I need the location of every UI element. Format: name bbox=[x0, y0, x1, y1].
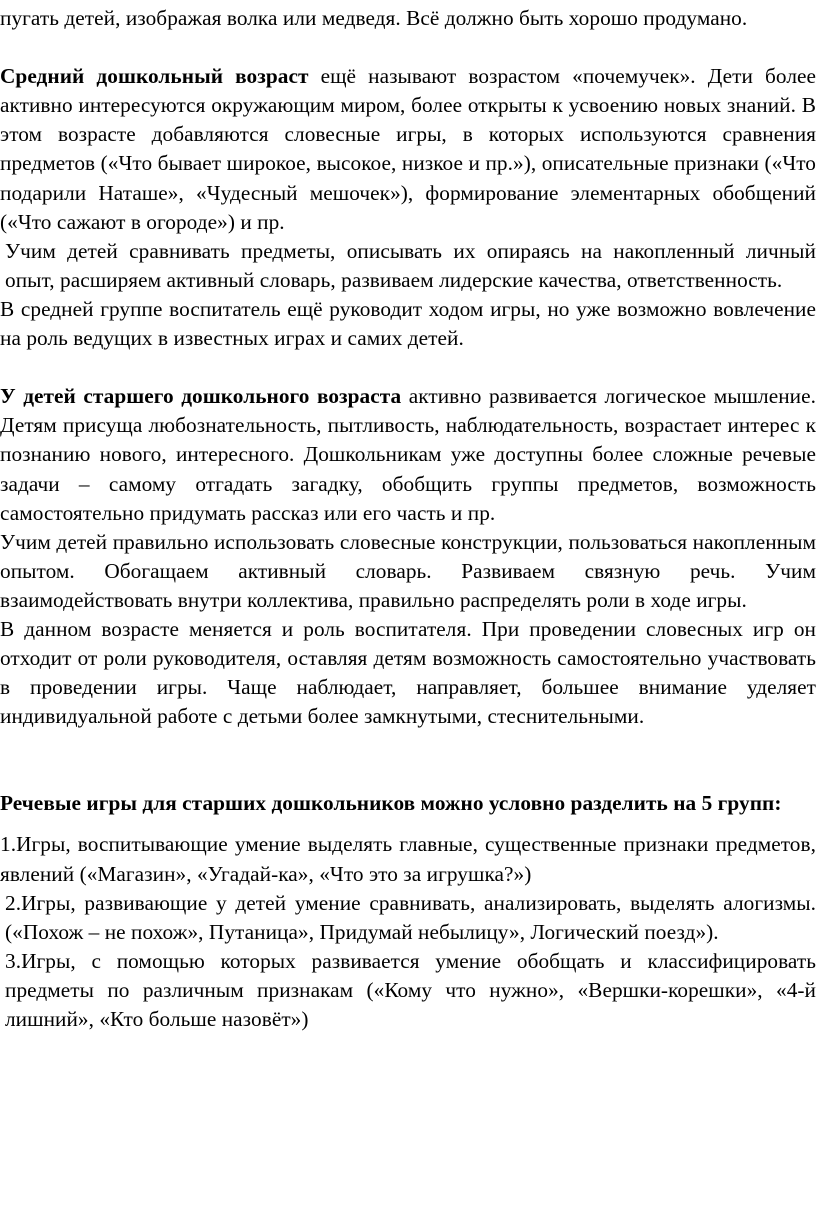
paragraph-senior-age bbox=[0, 382, 816, 527]
senior-age-text: активно развивается логическое мышление. Детям присуща любознательность, пытливость, наблюдательность, возрастает интерес к познанию нового, интересного. Дошкольникам уже доступны более сложные речевые задачи – самому отгадать загадку, обобщить группы предметов, возможность самостоятельно придумать рассказ или его часть и пр. bbox=[0, 384, 816, 525]
document-page bbox=[0, 4, 816, 1212]
spacer bbox=[0, 33, 816, 62]
spacer bbox=[0, 353, 816, 382]
list-item-2: 2.Игры, развивающие у детей умение сравнивать, анализировать, выделять алогизмы. («Похож – не похож», Путаница», Придумай небылицу», Логический поезд»). bbox=[5, 890, 816, 944]
middle-age-text: ещё называют возрастом «почемучек». Дети более активно интересуются окружающим миром, более открыты к усвоению новых знаний. В этом возрасте добавляются словесные игры, в которых используются сравнения предметов («Что бывает широкое, высокое, низкое и пр.»), описательные признаки («Что подарили Наташе», «Чудесный мешочек»), формирование элементарных обобщений («Что сажают в огороде») и пр. bbox=[0, 64, 816, 234]
paragraph-middle-group: В средней группе воспитатель ещё руководит ходом игры, но уже возможно вовлечение на роль ведущих в известных играх и самих детей. bbox=[0, 296, 816, 351]
spacer bbox=[0, 818, 816, 830]
spacer bbox=[0, 731, 816, 789]
middle-age-heading: Средний дошкольный возраст bbox=[0, 64, 309, 89]
section-heading bbox=[0, 789, 816, 818]
paragraph-teach-constructions: Учим детей правильно использовать словесные конструкции, пользоваться накопленным опытом. Обогащаем активный словарь. Развиваем связную речь. Учим взаимодействовать внутри коллектива, правильно распределять роли в ходе игры. bbox=[0, 529, 816, 612]
paragraph-intro: пугать детей, изображая волка или медведя. Всё должно быть хорошо продумано. bbox=[0, 6, 748, 30]
list-item-1: 1.Игры, воспитывающие умение выделять главные, существенные признаки предметов, явлений («Магазин», «Угадай-ка», «Что это за игрушка?») bbox=[0, 832, 816, 886]
paragraph-teach-compare: Учим детей сравнивать предметы, описывать их опираясь на накопленный личный опыт, расширяем активный словарь, развиваем лидерские качества, ответственность. bbox=[5, 238, 816, 292]
paragraph-middle-age bbox=[0, 62, 816, 237]
games-groups-heading: Речевые игры для старших дошкольников можно условно разделить на 5 групп: bbox=[0, 791, 782, 816]
senior-age-heading: У детей старшего дошкольного возраста bbox=[0, 384, 402, 409]
paragraph-teacher-role: В данном возрасте меняется и роль воспитателя. При проведении словесных игр он отходит от роли руководителя, оставляя детям возможность самостоятельно участвовать в проведении игры. Чаще наблюдает, направляет, большее внимание уделяет индивидуальной работе с детьми более замкнутыми, стеснительными. bbox=[0, 616, 816, 729]
list-item-3: 3.Игры, с помощью которых развивается умение обобщать и классифицировать предметы по различным признакам («Кому что нужно», «Вершки-корешки», «4-й лишний», «Кто больше назовёт») bbox=[5, 948, 816, 1031]
